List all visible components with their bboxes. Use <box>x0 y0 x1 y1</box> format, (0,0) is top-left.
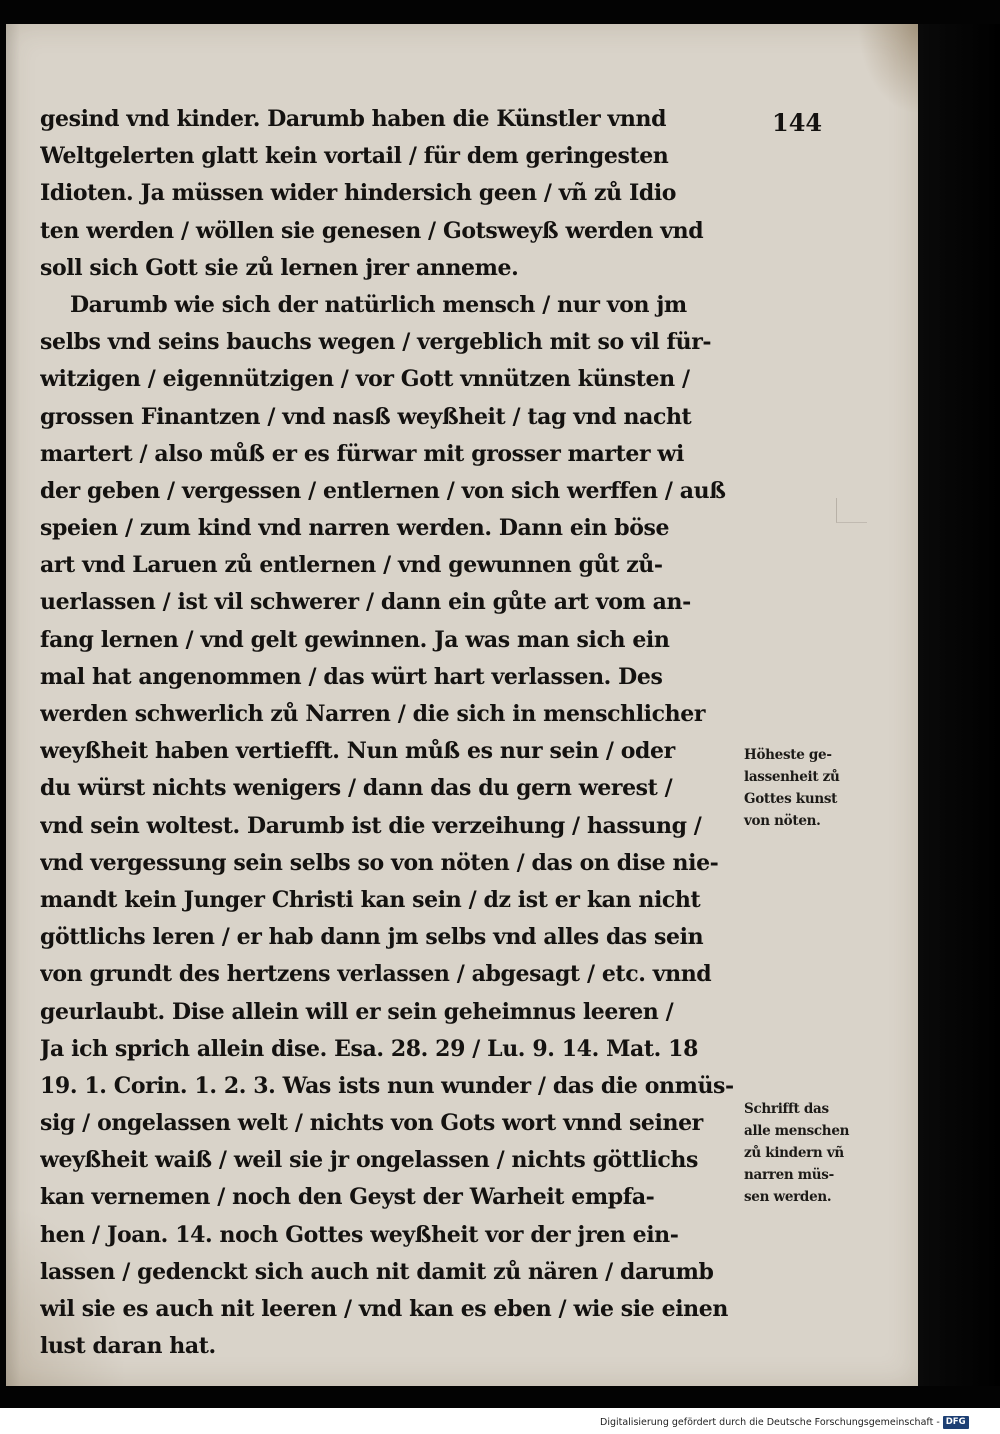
marginal-note <box>744 1098 849 1208</box>
text-line: gesind vnd kinder. Darumb haben die Künstler vnnd <box>40 106 667 132</box>
marginal-note-line: Höheste ge- <box>744 747 832 763</box>
text-line: Ja ich sprich allein dise. Esa. 28. 29 / Lu. 9. 14. Mat. 18 <box>40 1035 698 1062</box>
text-line: Idioten. Ja müssen wider hindersich geen / vñ zů Idio <box>40 180 677 207</box>
text-line: weyßheit haben vertiefft. Nun můß es nur sein / oder <box>40 738 675 765</box>
marginal-note-line: Schrifft das <box>744 1101 829 1117</box>
text-line: Weltgelerten glatt kein vortail / für dem geringesten <box>40 143 669 170</box>
text-line: mandt kein Junger Christi kan sein / dz ist er kan nicht <box>40 886 701 913</box>
text-line: ten werden / wöllen sie genesen / Gotsweyß werden vnd <box>40 217 704 244</box>
text-line: von grundt des hertzens verlassen / abgesagt / etc. vnnd <box>40 961 712 988</box>
text-line: selbs vnd seins bauchs wegen / vergeblich mit so vil für- <box>40 329 712 356</box>
text-line: kan vernemen / noch den Geyst der Warheit empfa- <box>40 1184 655 1211</box>
text-line: 19. 1. Corin. 1. 2. 3. Was ists nun wunder / das die onmüs- <box>40 1072 734 1099</box>
marginal-note-line: narren müs- <box>744 1167 834 1183</box>
text-line: martert / also můß er es fürwar mit grosser marter wi <box>40 440 684 467</box>
text-line: der geben / vergessen / entlernen / von sich werffen / auß <box>40 477 726 504</box>
dfg-logo[interactable]: DFG <box>943 1416 969 1429</box>
text-line: witzigen / eigennützigen / vor Gott vnnützen künsten / <box>40 366 690 393</box>
text-line: du würst nichts wenigers / dann das du gern werest / <box>40 775 673 802</box>
text-line: speien / zum kind vnd narren werden. Dann ein böse <box>40 515 670 542</box>
text-line: art vnd Laruen zů entlernen / vnd gewunnen gůt zů- <box>40 552 663 579</box>
text-line: wil sie es auch nit leeren / vnd kan es eben / wie sie einen <box>40 1296 728 1322</box>
text-line: hen / Joan. 14. noch Gottes weyßheit vor der jren ein- <box>40 1221 679 1248</box>
marginal-note-line: Gottes kunst <box>744 791 838 807</box>
text-line: geurlaubt. Dise allein will er sein geheimnus leeren / <box>40 998 674 1025</box>
text-line: uerlassen / ist vil schwerer / dann ein gůte art vom an- <box>40 589 691 616</box>
text-line: vnd vergessung sein selbs so von nöten / das on dise nie- <box>40 849 719 876</box>
faint-mark <box>836 498 867 523</box>
text-line: fang lernen / vnd gelt gewinnen. Ja was man sich ein <box>40 626 670 653</box>
text-line: vnd sein woltest. Darumb ist die verzeihung / hassung / <box>40 812 702 839</box>
marginal-note-line: lassenheit zů <box>744 769 840 785</box>
main-text <box>40 101 740 1365</box>
text-line: Darumb wie sich der natürlich mensch / nur von jm <box>70 291 687 318</box>
text-line: grossen Finantzen / vnd nasß weyßheit / tag vnd nacht <box>40 403 692 430</box>
text-line: göttlichs leren / er hab dann jm selbs vnd alles das sein <box>40 924 704 951</box>
text-line: sig / ongelassen welt / nichts von Gots wort vnnd seiner <box>40 1110 703 1137</box>
scan-border <box>918 24 1000 1386</box>
marginal-note-line: alle menschen <box>744 1123 850 1139</box>
marginal-note-line: sen werden. <box>744 1189 832 1205</box>
page-number: 144 <box>772 108 823 137</box>
footer-credit <box>600 1414 969 1430</box>
marginal-note-line: von nöten. <box>744 813 821 829</box>
text-line: weyßheit waiß / weil sie jr ongelassen / nichts göttlichs <box>40 1147 698 1174</box>
text-line: lust daran hat. <box>40 1333 216 1360</box>
footer-credit-text: Digitalisierung gefördert durch die Deutsche Forschungsgemeinschaft - <box>600 1416 940 1428</box>
marginal-note <box>744 744 840 832</box>
marginal-note-line: zů kindern vñ <box>744 1145 844 1161</box>
text-line: lassen / gedenckt sich auch nit damit zů nären / darumb <box>40 1258 714 1285</box>
text-line: werden schwerlich zů Narren / die sich in menschlicher <box>40 701 706 727</box>
text-line: soll sich Gott sie zů lernen jrer anneme. <box>40 254 519 281</box>
text-line: mal hat angenommen / das würt hart verlassen. Des <box>40 663 663 690</box>
